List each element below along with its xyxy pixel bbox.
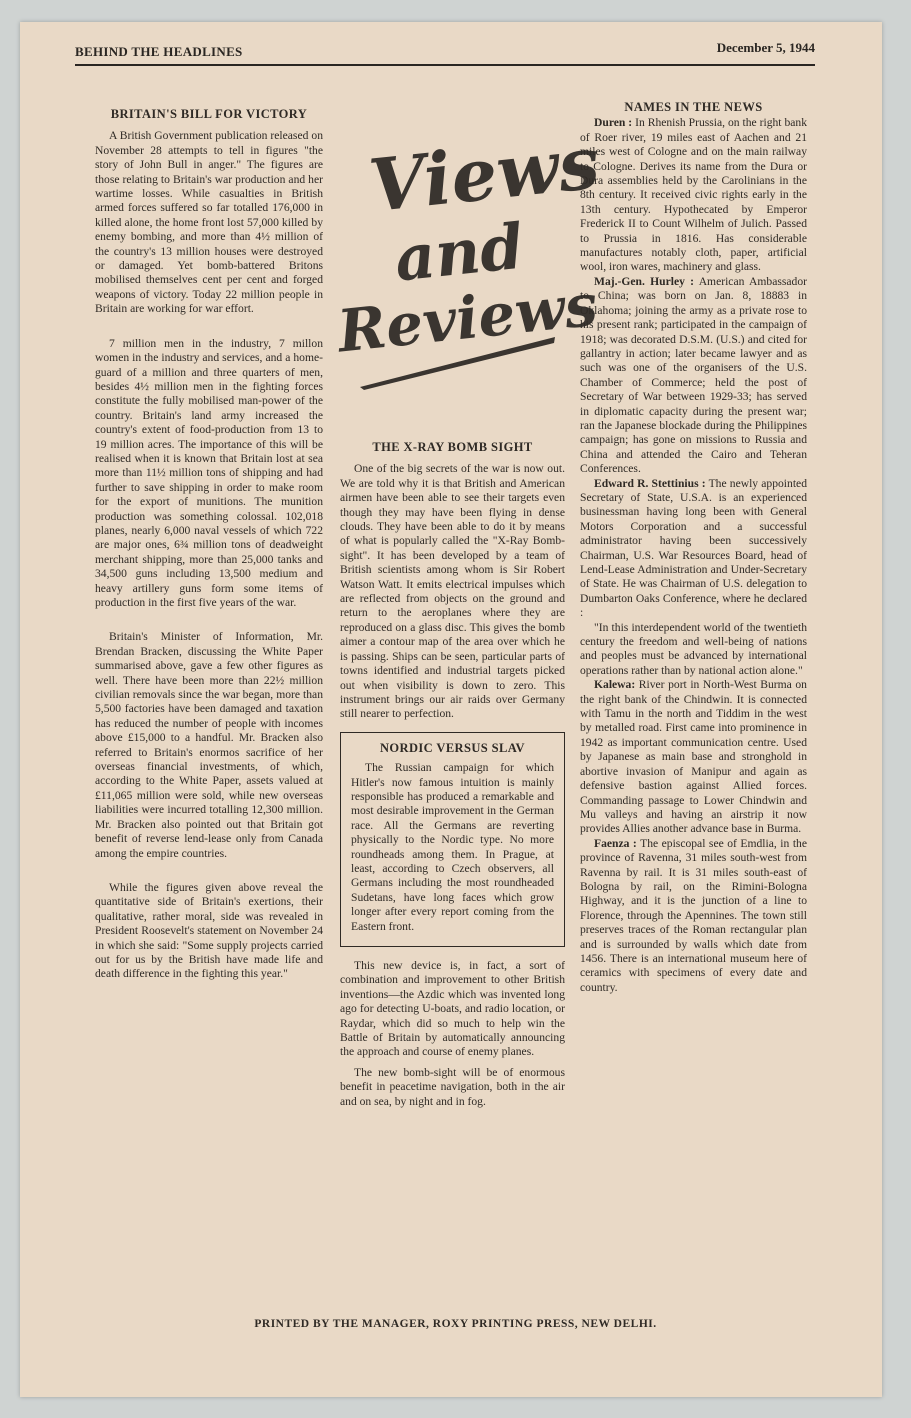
britains-bill-para-2: 7 million men in the industry, 7 millon women in the industry and services, and a home-guard of a million and three quarters of men, besides 4½ million men in the fighting forces constitute the fully mobilised man-power of the country. Britain's land army increased the country's extent of food-production from 13 to 19 million acres. The importance of this will be realised when it is known that Britain lost at sea more than 11½ million tons of shipping and had further to save shipping in order to make room for the export of munitions. The munition production was something colossal. 102,018 planes, nearly 6,000 naval vessels of which 722 are major ones, 6¾ million tons of deadweight merchant shipping, more than 25,000 tanks and 34,500 guns including 13,500 medium and heavy artillery guns form some items of production in the first five years of the war. xyxy=(95,336,323,609)
printer-imprint: PRINTED BY THE MANAGER, ROXY PRINTING PRESS, NEW DELHI. xyxy=(254,1318,657,1330)
entry-hurley xyxy=(580,275,807,477)
entry-kalewa-text: River port in North-West Burma on the right bank of the Chindwin. It is connected with Tamu in the north and Tiddim in the west by metalled road. First came into prominence in 1942 as important communication centre. Used by Japanese as main base and stronghold in abortive invasion of Manipur and again as defensive bastion against Allied forces. Commanding passage to Lower Chindwin and Mu valleys and having an airstrip it now provides Allies another advance base in Burma. xyxy=(580,678,807,836)
britains-bill-para-1: A British Government publication released on November 28 attempts to tell in figures "the story of John Bull in anger." The figures are those relating to Britain's war production and her wartime losses. While casualties in British armed forces suffered so far totalled 176,000 in killed alone, the home front lost 57,000 killed by enemy bombing, and more than 4½ million of the country's 13 million houses were destroyed or damaged. Yet bomb-battered Britons mobilised themselves cent per cent and forged weapons of victory. Today 22 million people in Britain are working for war effort. xyxy=(95,129,323,316)
column-names-in-the-news xyxy=(580,100,807,995)
views-and-reviews-masthead xyxy=(334,119,604,400)
entry-faenza xyxy=(580,837,807,995)
entry-duren-text: In Rhenish Prussia, on the right bank of Roer river, 19 miles east of Aachen and 21 miles west of Cologne and on the main railway to Cologne. Derives its name from the Dura or Dura assemblies held by the Carolinians in the 8th century. It received civic rights early in the 13th century. Hypothecated by Emperor Frederick II to Count Wilhelm of Julich. Passed to Prussia in 1816. Has considerable manufactures notably cloth, paper, artificial wool, iron wares, machinery and glass. xyxy=(580,116,807,274)
entry-kalewa-name: Kalewa: xyxy=(594,678,636,692)
entry-stettinius-text: The newly appointed Secretary of State, U.S.A. is an experienced businessman having long been with General Motors Corporation and a successful administrator having been successively Chairman, U.S. War Resources Board, head of Lend-Lease Administration and Under-Secretary of State. He was Chairman of U.S. delegation to Dumbarton Oaks Conference, where he declared : xyxy=(580,476,807,620)
entry-hurley-name: Maj.-Gen. Hurley : xyxy=(594,274,695,288)
xray-heading: THE X-RAY BOMB SIGHT xyxy=(372,440,533,454)
masthead-line-views: Views xyxy=(365,119,604,229)
entry-stettinius-name: Edward R. Stettinius : xyxy=(594,476,706,490)
column-britains-bill xyxy=(95,107,323,988)
page-header xyxy=(75,40,815,66)
masthead-line-reviews: Reviews xyxy=(334,270,601,366)
publication-title: BEHIND THE HEADLINES xyxy=(75,44,243,59)
britains-bill-para-4: While the figures given above reveal the quantitative side of Britain's exertions, their qualitative, rather moral, side was revealed in President Roosevelt's statement on November 24 in which she said: "Some supply projects carried out for us by the British have made life and death difference in the fighting this year." xyxy=(95,880,323,981)
entry-faenza-text: The episcopal see of Emdlia, in the province of Ravenna, 31 miles south-west from Ravenna by rail. It is 31 miles south-east of Bologna by rail, on the Rimini-Bologna Highway, and it is the junction of a line to Florence, through the Apennines. The town still preserves traces of the Roman rectangular plan and is surrounded by walls which date from 1456. There is an international museum here of ceramics with specimens of every date and country. xyxy=(580,836,807,994)
entry-hurley-text: American Ambassador to China; was born on Jan. 8, 18883 in Oklahoma; joining the army as a private rose to his present rank; participated in the campaign of 1918; was decorated D.S.M. (U.S.) and cited for gallantry in action; later became lawyer and as such was one of the organisers of the U.S. Chamber of Commerce; held the post of Secretary of War between 1929-33; has served in diplomatic capacity during the present war; ran the Japanese blockade during the Philippines campaign; has gone on missions to Russia and China and attended the Cairo and Teheran Conferences. xyxy=(580,274,807,476)
names-heading: NAMES IN THE NEWS xyxy=(624,100,763,114)
nordic-text: The Russian campaign for which Hitler's now famous intuition is mainly responsible has produced a remarkable and most desirable improvement in the German race. All the Germans are reverting physically to the Nordic type. No more roundheads among them. In Prague, at least, according to Czech observers, all Germans including the most roundheaded Sudetans, have long faces which grow longer after every report coming from the Eastern front. xyxy=(351,761,554,933)
nordic-heading: NORDIC VERSUS SLAV xyxy=(380,740,525,755)
entry-stettinius xyxy=(580,477,807,621)
xray-para-2: This new device is, in fact, a sort of combination and improvement to other British inventions—the Azdic which was invented long ago for detecting U-boats, and radio location, or Raydar, which did so much to help win the Battle of Britain by automatically announcing the approach and course of enemy planes. xyxy=(340,959,565,1059)
column-xray-bombsight xyxy=(340,440,565,1115)
nordic-versus-slav-box xyxy=(340,732,565,947)
stettinius-quote: "In this interdependent world of the twentieth century the freedom and well-being of nations and peoples must be advanced by international operations rather than by national action alone." xyxy=(580,620,807,677)
britains-bill-heading: BRITAIN'S BILL FOR VICTORY xyxy=(110,107,308,121)
entry-duren-name: Duren : xyxy=(594,116,633,130)
issue-date: December 5, 1944 xyxy=(716,40,815,55)
masthead-line-and: and xyxy=(391,209,527,296)
britains-bill-para-3: Britain's Minister of Information, Mr. Brendan Bracken, discussing the White Paper summarised above, gave a few other figures as well. There have been more than 22½ million civilian removals since the war began, more than 5,500 factories have been damaged and taxation has reduced the number of people with incomes above £15,000 to a handful. Mr. Bracken also referred to Britain's enormos sacrifice of her overseas financial investments, of which, according to the White Paper, assets valued at £11,065 million were sold, while new overseas liabilities were incurred totalling 12,300 million. Mr. Bracken also pointed out that Britain got benefit of reverse lend-lease only from Canada among the empire countries. xyxy=(95,630,323,860)
entry-kalewa xyxy=(580,678,807,836)
xray-para-3: The new bomb-sight will be of enormous benefit in peacetime navigation, both in the air and on sea, by night and in fog. xyxy=(340,1065,565,1108)
entry-faenza-name: Faenza : xyxy=(594,836,637,850)
entry-duren xyxy=(580,116,807,274)
xray-para-1: One of the big secrets of the war is now out. We are told why it is that British and American airmen have been able to see their targets even though they may have been flying in dense clouds. They have been able to do it by means of what is popularly called the "X-Ray Bomb-sight". It has been developed by a team of British scientists among whom is Sir Robert Watson Watt. It emits electrical impulses which are reflected from objects on the ground and return to the aeroplanes where they are reproduced on a glass disc. This gives the bomb aimer a contour map of the area over which he is passing. Ships can be seen, particular parts of towns identified and industrial targets picked out when visibility is down to zero. This instrument brings our air raids over Germany still nearer to perfection. xyxy=(340,462,565,721)
